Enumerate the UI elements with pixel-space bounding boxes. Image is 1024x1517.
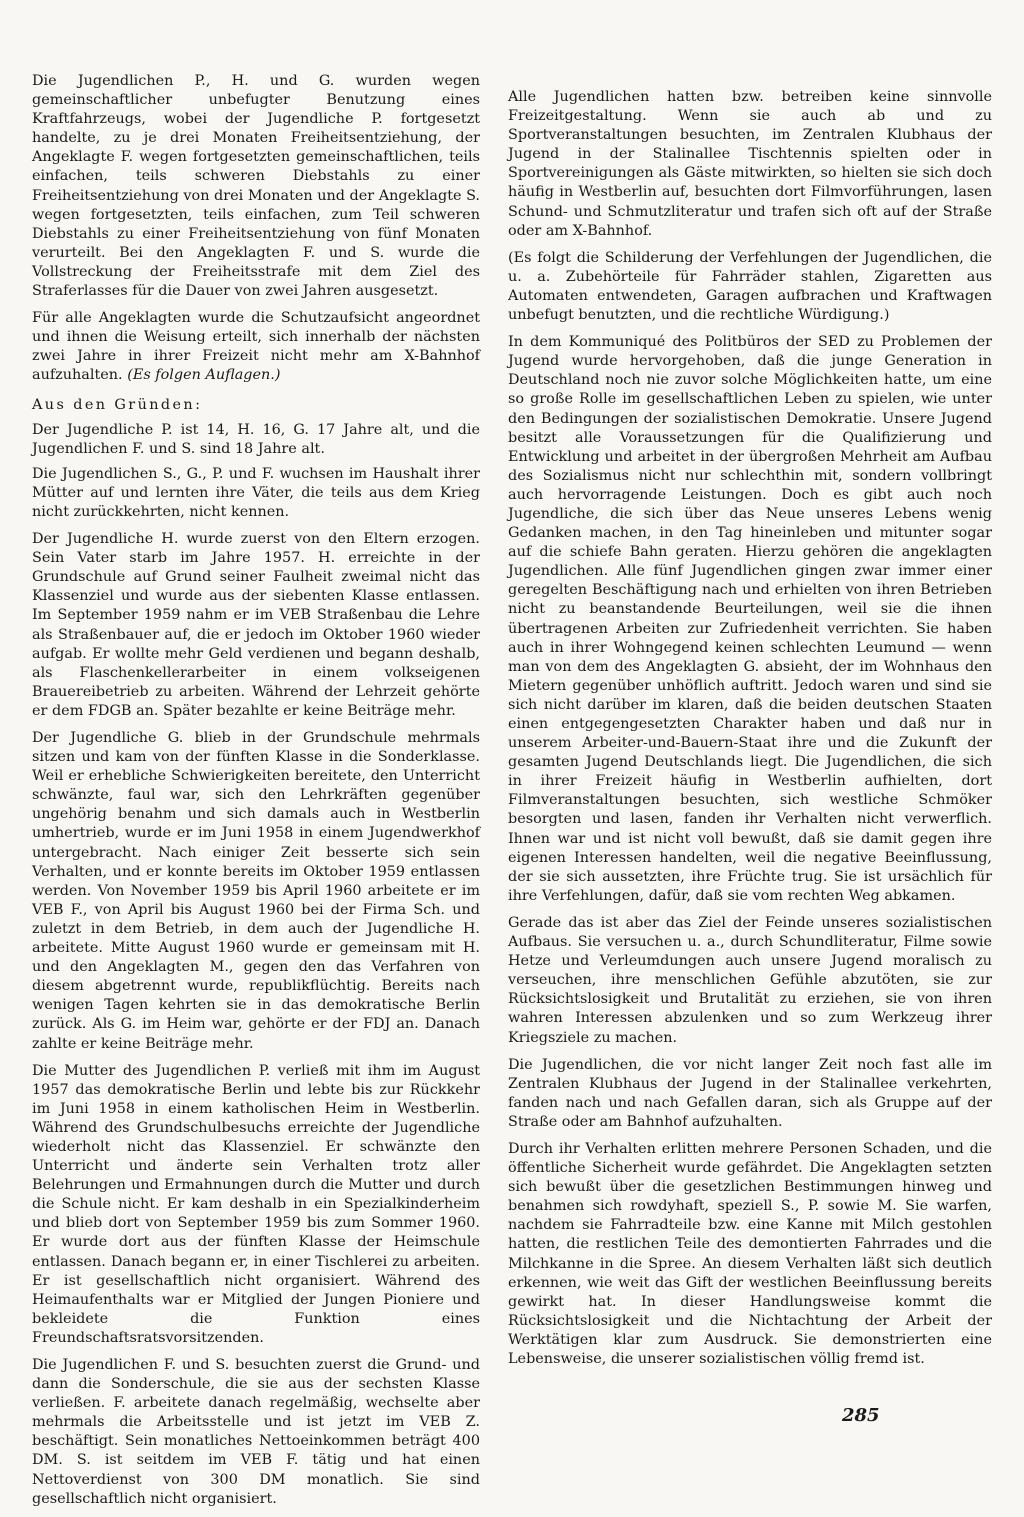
paragraph-group: Die Jugendlichen, die vor nicht langer Zeit noch fast alle im Zentralen Klubhaus der Jugend in der Stalinallee verkehrten, fanden nach und nach Gefallen daran, sich als Gruppe auf der Straße oder am Bahnhof aufzuhalten. bbox=[508, 1056, 992, 1130]
paragraph-enemies: Gerade das ist aber das Ziel der Feinde unseres sozialistischen Aufbaus. Sie versuchen u. a., durch Schundliteratur, Filme sowie Hetze und Verleumdungen auch unsere Jugend moralisch zu verseuchen, ihre menschlichen Gefühle abzutöten, sie zur Rücksichtslosigkeit und Brutalität zu erziehen, sie von ihren wahren Interessen abzulenken und so zum Werkzeug ihrer Kriegsziele zu machen. bbox=[508, 914, 992, 1046]
paragraph-h: Der Jugendliche H. wurde zuerst von den Eltern erzogen. Sein Vater starb im Jahre 1957. H. erreichte in der Grundschule auf Grund seiner Faulheit zweimal nicht das Klassenziel und wurde aus der siebenten Klasse entlassen. Im September 1959 nahm er im VEB Straßenbau die Lehre als Straßenbauer auf, die er jedoch im Oktober 1960 wieder aufgab. Er wollte mehr Geld verdienen und begann deshalb, als Flaschenkellerarbeiter in einem volkseigenen Brauereibetrieb zu arbeiten. Während der Lehrzeit gehörte er dem FDGB an. Später bezahlte er keine Beiträge mehr. bbox=[32, 531, 480, 719]
supervision-note: (Es folgen Auflagen.) bbox=[127, 367, 281, 384]
page-number: 285 bbox=[842, 1405, 880, 1426]
paragraph-leisure: Alle Jugendlichen hatten bzw. betreiben keine sinnvolle Freizeitgestaltung. Wenn sie auch ab und zu Sportveranstaltungen besuchten, im Zentralen Klubhaus der Jugend in der Stalinallee Tischtennis spielten oder in Sportvereinigungen als Gäste mitwirkten, so hielten sie sich doch häufig in Westberlin auf, besuchten dort Filmvorführungen, lasen Schund- und Schmutzliteratur und trafen sich oft auf der Straße oder am X-Bahnhof. bbox=[508, 89, 992, 239]
left-column bbox=[32, 72, 480, 1517]
paragraph-households: Die Jugendlichen S., G., P. und F. wuchsen im Haushalt ihrer Mütter auf und lernten ihre Väter, die teils aus dem Krieg nicht zurückkehrten, nicht kennen. bbox=[32, 465, 480, 520]
paragraph-damage: Durch ihr Verhalten erlitten mehrere Personen Schaden, und die öffentliche Sicherheit wurde gefährdet. Die Angeklagten setzten sich bewußt über die gesetzlichen Bestimmungen hinweg und benahmen sich rowdyhaft, speziell S., P. sowie M. Sie warfen, nachdem sie Fahrradteile bzw. eine Kanne mit Milch gestohlen hatten, die restlichen Teile des demontierten Fahrrades und die Milchkanne in die Spree. An diesem Verhalten läßt sich deutlich erkennen, wie weit das Gift der westlichen Beeinflussung bereits gewirkt hat. In dieser Handlungsweise kommt die Rücksichtslosigkeit und die Nichtachtung der Arbeit der Werktätigen klar zum Ausdruck. Sie demonstrierten eine Lebensweise, die unserer sozialistischen völlig fremd ist. bbox=[508, 1140, 992, 1367]
paragraph-communique: In dem Kommuniqué des Politbüros der SED zu Problemen der Jugend wurde hervorgehoben, daß die junge Generation in Deutschland noch nie zuvor solche Möglichkeiten hatte, um eine so große Rolle im gesellschaftlichen Leben zu spielen, wie unter den Bedingungen der sozialistischen Demokratie. Unsere Jugend besitzt alle Voraussetzungen für die Qualifizierung und Entwicklung und arbeitet in der übergroßen Mehrheit am Aufbau des Sozialismus nicht nur schlechthin mit, sondern vollbringt auch hervorragende Leistungen. Doch es gibt auch noch Jugendliche, die sich über das Neue unseres Lebens wenig Gedanken machen, in den Tag hineinleben und mitunter sogar auf die schiefe Bahn geraten. Hierzu gehören die angeklagten Jugendlichen. Alle fünf Jugendlichen gingen zwar immer einer geregelten Beschäftigung nach und erhielten von ihren Betrieben nicht zu beanstandende Beurteilungen, weil sie die ihnen übertragenen Arbeiten zur Zufriedenheit verrichten. Sie haben auch in ihrer Wohngegend keinen schlechten Leumund — wenn man von dem des Angeklagten G. absieht, der im Wohnhaus den Mietern gegenüber unhöflich auftritt. Jedoch waren und sind sie sich nicht darüber im klaren, daß die beiden deutschen Staaten einen entgegengesetzten Charakter haben und daß nur in unserem Arbeiter-und-Bauern-Staat ihre und die Zukunft der gesamten Jugend Deutschlands liegt. Die Jugendlichen, die sich in ihrer Freizeit häufig in Westberlin aufhielten, dort Filmveranstaltungen besuchten, sich westliche Schmöker besorgten und lasen, fanden ihr Verhalten nicht verwerflich. Ihnen war und ist nicht voll bewußt, daß sie damit gegen ihre eigenen Interessen handelten, weil die negative Beeinflussung, der sie sich aussetzten, ihre Früchte trug. Sie ist ursächlich für ihre Verfehlungen, dafür, daß sie vom rechten Weg abkamen. bbox=[508, 334, 992, 904]
paragraph-offenses: (Es folgt die Schilderung der Verfehlungen der Jugendlichen, die u. a. Zubehörteile für Fahrräder stahlen, Zigaretten aus Automaten entwendeten, Garagen aufbrachen und Kraftwagen unbefugt benutzten, und die rechtliche Würdigung.) bbox=[508, 249, 992, 324]
right-column bbox=[508, 88, 992, 1377]
paragraph-verdict: Die Jugendlichen P., H. und G. wurden wegen gemeinschaftlicher unbefugter Benutzung eines Kraftfahrzeugs, wobei der Jugendliche P. fortgesetzt handelte, zu je drei Monaten Freiheitsentziehung, der Angeklagte F. wegen fortgesetzten gemeinschaftlichen, teils einfachen, teils schweren Diebstahls zu einer Freiheitsentziehung von drei Monaten und der Angeklagte S. wegen fortgesetzten, teils einfachen, zum Teil schweren Diebstahls zu einer Freiheitsentziehung von fünf Monaten verurteilt. Bei den Angeklagten F. und S. wurde die Vollstreckung der Freiheitsstrafe mit dem Ziel des Straferlasses für die Dauer von zwei Jahren ausgesetzt. bbox=[32, 73, 481, 300]
paragraph-f-s: Die Jugendlichen F. und S. besuchten zuerst die Grund- und dann die Sonderschule, die sie aus der sechsten Klasse verließen. F. arbeitete danach regelmäßig, wechselte aber mehrmals die Arbeitsstelle und ist jetzt im VEB Z. beschäftigt. Sein monatliches Nettoeinkommen beträgt 400 DM. S. ist seitdem im VEB F. tätig und hat einen Nettoverdienst von 300 DM monatlich. Sie sind gesellschaftlich nicht organisiert. bbox=[32, 1357, 480, 1507]
section-heading: Aus den Gründen: bbox=[32, 396, 203, 413]
paragraph-g: Der Jugendliche G. blieb in der Grundschule mehrmals sitzen und kam von der fünften Klasse in die Sonderklasse. Weil er erhebliche Schwierigkeiten bereitete, den Unterricht schwänzte, faul war, sich den Lehrkräften gegenüber ungehörig benahm und sich damals auch in Westberlin umhertrieb, wurde er im Juni 1958 in einem Jugendwerkhof untergebracht. Nach einiger Zeit besserte sich sein Verhalten, und er konnte bereits im Oktober 1959 entlassen werden. Von November 1959 bis April 1960 arbeitete er im VEB F., von April bis August 1960 bei der Firma Sch. und zuletzt in dem Betrieb, in dem auch der Jugendliche H. arbeitete. Mitte August 1960 wurde er gemeinsam mit H. und den Angeklagten M., gegen den das Verfahren von diesem abgetrennt wurde, republikflüchtig. Bereits nach wenigen Tagen kehrten sie in das demokratische Berlin zurück. Als G. im Heim war, gehörte er der FDJ an. Danach zahlte er keine Beiträge mehr. bbox=[32, 730, 480, 1052]
paragraph-supervision bbox=[32, 309, 480, 385]
paragraph-p: Die Mutter des Jugendlichen P. verließ mit ihm im August 1957 das demokratische Berlin und lebte bis zur Rückkehr im Juni 1958 in einem katholischen Heim in Westberlin. Während des Grundschulbesuchs erreichte der Jugendliche wiederholt nicht das Klassenziel. Er schwänzte den Unterricht und änderte sein Verhalten trotz aller Belehrungen und Ermahnungen durch die Mutter und durch die Schule nicht. Er kam deshalb in ein Spezialkinderheim und blieb dort von September 1959 bis zum Sommer 1960. Er wurde dort aus der fünften Klasse der Heimschule entlassen. Danach begann er, in einer Tischlerei zu arbeiten. Er ist gesellschaftlich nicht organisiert. Während des Heimaufenthalts war er Mitglied der Jungen Pioniere und bekleidete die Funktion eines Freundschaftsratsvorsitzenden. bbox=[32, 1062, 480, 1346]
paragraph-ages: Der Jugendliche P. ist 14, H. 16, G. 17 Jahre alt, und die Jugendlichen F. und S. sind 18 Jahre alt. bbox=[32, 421, 480, 457]
supervision-text: Für alle Angeklagten wurde die Schutzaufsicht angeordnet und ihnen die Weisung erteilt, sich innerhalb der nächsten zwei Jahre in ihrer Freizeit nicht mehr am X-Bahnhof aufzuhalten. bbox=[32, 310, 480, 384]
